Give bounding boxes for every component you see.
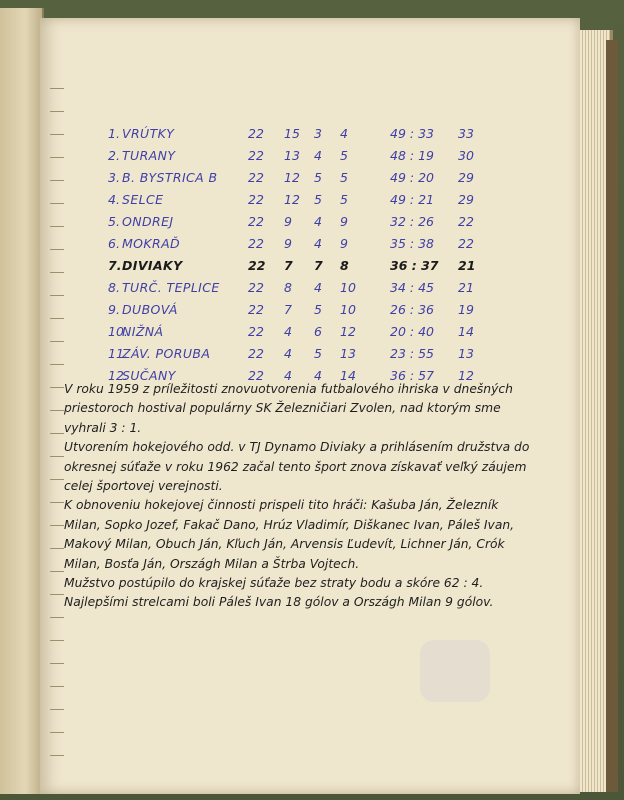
- team-name: ONDREJ: [122, 214, 174, 229]
- note-paragraph: Utvorením hokejového odd. v TJ Dynamo Diviaky a prihlásením družstva do okresnej súťaže v roku 1962 začal tento šport znova získavať veľký záujem celej športovej verejnosti.: [64, 440, 530, 494]
- games-played: 22: [248, 258, 266, 273]
- team-name: SUČANY: [122, 368, 176, 383]
- handwritten-notes: [64, 380, 534, 613]
- team-name: DIVIAKY: [122, 258, 183, 273]
- rank: 3.: [108, 170, 120, 185]
- note-paragraph: V roku 1959 z príležitosti znovuotvorenia futbalového ihriska v dnešných priestoroch hostival populárny SK Železničiari Zvolen, nad ktorým sme vyhrali 3 : 1.: [64, 382, 513, 435]
- rank: 4.: [108, 192, 120, 207]
- points: 29: [458, 192, 474, 207]
- standings-row: [108, 234, 548, 256]
- goal-score: 48 : 19: [390, 148, 434, 163]
- goal-score: 34 : 45: [390, 280, 434, 295]
- games-played: 22: [248, 192, 264, 207]
- rank: 2.: [108, 148, 120, 163]
- games-lost: 8: [340, 258, 349, 273]
- games-drawn: 3: [314, 126, 322, 141]
- standings-row: [108, 124, 548, 146]
- games-drawn: 4: [314, 148, 322, 163]
- standings-row: [108, 300, 548, 322]
- note-paragraph: K obnoveniu hokejovej činnosti prispeli tito hráči: Kašuba Ján, Železník Milan, Sopko Jozef, Fakač Dano, Hrúz Vladimír, Diškanec Ivan, Páleš Ivan, Makový Milan, Obuch Ján, Kľuch Ján, Arvensis Ľudevít, Lichner Ján, Crók Milan, Bosťa Ján, Országh Milan a Štrba Vojtech.: [64, 498, 515, 571]
- ruled-lines: [50, 66, 64, 766]
- team-name: MOKRAĎ: [122, 236, 181, 251]
- team-name: TURANY: [122, 148, 176, 163]
- games-drawn: 5: [314, 192, 322, 207]
- rank: 11.: [108, 346, 128, 361]
- note-paragraph: Mužstvo postúpilo do krajskej súťaže bez straty bodu a skóre 62 : 4. Najlepšími strelcami boli Páleš Ivan 18 gólov a Országh Milan 9 gólov.: [64, 576, 494, 610]
- standings-row: [108, 190, 548, 212]
- goal-score: 49 : 20: [390, 170, 434, 185]
- games-won: 9: [284, 214, 292, 229]
- rank: 1.: [108, 126, 120, 141]
- games-won: 9: [284, 236, 292, 251]
- games-won: 12: [284, 170, 300, 185]
- games-drawn: 5: [314, 170, 322, 185]
- league-standings-table: [108, 124, 548, 388]
- previous-page-edge: [0, 8, 44, 794]
- games-lost: 9: [340, 236, 348, 251]
- games-won: 15: [284, 126, 300, 141]
- goal-score: 49 : 33: [390, 126, 434, 141]
- points: 14: [458, 324, 474, 339]
- team-name: ZÁV. PORUBA: [122, 346, 211, 361]
- rank: 9.: [108, 302, 120, 317]
- points: 22: [458, 214, 474, 229]
- games-played: 22: [248, 236, 264, 251]
- games-lost: 5: [340, 192, 348, 207]
- games-lost: 4: [340, 126, 348, 141]
- games-won: 7: [284, 258, 293, 273]
- games-played: 22: [248, 368, 264, 383]
- goal-score: 20 : 40: [390, 324, 434, 339]
- points: 21: [458, 280, 474, 295]
- goal-score: 23 : 55: [390, 346, 434, 361]
- points: 19: [458, 302, 474, 317]
- rank: 5.: [108, 214, 120, 229]
- games-played: 22: [248, 214, 264, 229]
- games-played: 22: [248, 148, 264, 163]
- bleed-through-stamp: [420, 640, 490, 702]
- games-drawn: 4: [314, 280, 322, 295]
- games-played: 22: [248, 302, 264, 317]
- standings-row: [108, 146, 548, 168]
- team-name: VRÚTKY: [122, 126, 175, 141]
- standings-row-highlighted: [108, 256, 548, 278]
- games-played: 22: [248, 126, 264, 141]
- games-won: 8: [284, 280, 292, 295]
- games-played: 22: [248, 346, 264, 361]
- games-drawn: 6: [314, 324, 322, 339]
- points: 29: [458, 170, 474, 185]
- goal-score: 32 : 26: [390, 214, 434, 229]
- rank: 12.: [108, 368, 128, 383]
- rank: 10.: [108, 324, 128, 339]
- standings-row: [108, 322, 548, 344]
- team-name: DUBOVÁ: [122, 302, 178, 317]
- rank: 8.: [108, 280, 120, 295]
- games-lost: 10: [340, 302, 356, 317]
- games-lost: 12: [340, 324, 356, 339]
- games-drawn: 4: [314, 214, 322, 229]
- games-won: 4: [284, 368, 292, 383]
- rank: 7.: [108, 258, 122, 273]
- games-won: 7: [284, 302, 292, 317]
- games-lost: 5: [340, 170, 348, 185]
- games-won: 4: [284, 324, 292, 339]
- goal-score: 36 : 57: [390, 368, 434, 383]
- rank: 6.: [108, 236, 120, 251]
- team-name: SELCE: [122, 192, 164, 207]
- team-name: TURČ. TEPLICE: [122, 280, 220, 295]
- games-drawn: 4: [314, 236, 322, 251]
- points: 13: [458, 346, 474, 361]
- games-played: 22: [248, 280, 264, 295]
- book-cover-edge: [606, 40, 618, 792]
- goal-score: 26 : 36: [390, 302, 434, 317]
- games-lost: 10: [340, 280, 356, 295]
- games-lost: 13: [340, 346, 356, 361]
- games-drawn: 7: [314, 258, 323, 273]
- goal-score: 35 : 38: [390, 236, 434, 251]
- games-played: 22: [248, 324, 264, 339]
- standings-row: [108, 344, 548, 366]
- points: 12: [458, 368, 474, 383]
- points: 21: [458, 258, 476, 273]
- team-name: NIŽNÁ: [122, 324, 164, 339]
- games-drawn: 4: [314, 368, 322, 383]
- games-lost: 14: [340, 368, 356, 383]
- team-name: B. BYSTRICA B: [122, 170, 218, 185]
- goal-score: 49 : 21: [390, 192, 434, 207]
- games-won: 12: [284, 192, 300, 207]
- games-played: 22: [248, 170, 264, 185]
- games-won: 4: [284, 346, 292, 361]
- games-lost: 9: [340, 214, 348, 229]
- standings-row: [108, 168, 548, 190]
- standings-row: [108, 212, 548, 234]
- games-lost: 5: [340, 148, 348, 163]
- standings-row: [108, 278, 548, 300]
- games-drawn: 5: [314, 346, 322, 361]
- games-won: 13: [284, 148, 300, 163]
- games-drawn: 5: [314, 302, 322, 317]
- points: 30: [458, 148, 474, 163]
- points: 33: [458, 126, 474, 141]
- points: 22: [458, 236, 474, 251]
- goal-score: 36 : 37: [390, 258, 439, 273]
